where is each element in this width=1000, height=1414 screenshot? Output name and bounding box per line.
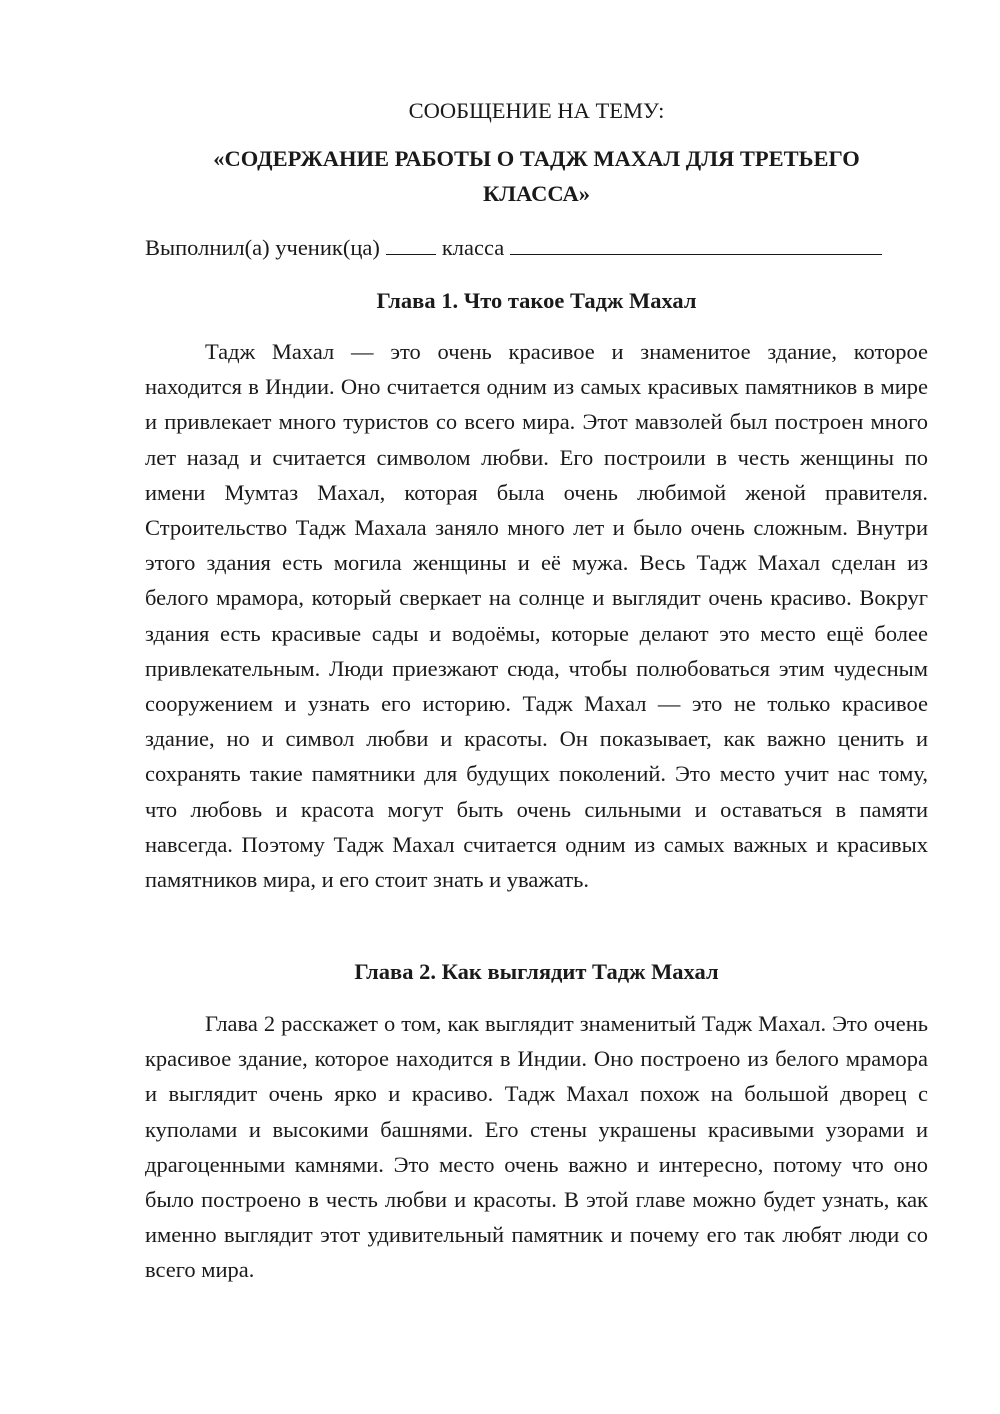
- chapter-2-heading: Глава 2. Как выглядит Тадж Махал: [354, 959, 719, 984]
- chapter-2-paragraph: Глава 2 расскажет о том, как выглядит знаменитый Тадж Махал. Это очень красивое здание, которое находится в Индии. Оно построено из белого мрамора и выглядит очень ярко и красиво. Тадж Махал похож на большой дворец с куполами и высокими башнями. Его стены украшены красивыми узорами и драгоценными камнями. Это место очень важно и интересно, потому что оно было построено в честь любви и красоты. В этой главе можно будет узнать, как именно выглядит этот удивительный памятник и почему его так любят люди со всего мира.: [145, 1011, 928, 1283]
- grade-blank-field: [386, 232, 436, 255]
- class-label: класса: [441, 235, 505, 260]
- chapter-1-paragraph: Тадж Махал — это очень красивое и знаменитое здание, которое находится в Индии. Оно считается одним из самых красивых памятников в мире и привлекает много туристов со всего мира. Этот мавзолей был построен много лет назад и считается символом любви. Его построили в честь женщины по имени Мумтаз Махал, которая была очень любимой женой правителя. Строительство Тадж Махала заняло много лет и было очень сложным. Внутри этого здания есть могила женщины и её мужа. Весь Тадж Махал сделан из белого мрамора, который сверкает на солнце и выглядит очень красиво. Вокруг здания есть красивые сады и водоёмы, которые делают это место ещё более привлекательным. Люди приезжают сюда, чтобы полюбоваться этим чудесным сооружением и узнать его историю. Тадж Махал — это не только красивое здание, но и символ любви и красоты. Он показывает, как важно ценить и сохранять такие памятники для будущих поколений. Это место учит нас тому, что любовь и красота могут быть очень сильными и оставаться в памяти навсегда. Поэтому Тадж Махал считается одним из самых важных и красивых памятников мира, и его стоит знать и уважать.: [145, 339, 928, 893]
- student-name-blank-field: [510, 232, 882, 255]
- author-line: [145, 231, 928, 265]
- author-label: Выполнил(а) ученик(ца): [145, 235, 380, 260]
- document-title: «СОДЕРЖАНИЕ РАБОТЫ О ТАДЖ МАХАЛ ДЛЯ ТРЕТЬЕГО КЛАССА»: [213, 146, 860, 206]
- document-type-heading: СООБЩЕНИЕ НА ТЕМУ:: [408, 98, 665, 123]
- chapter-1-heading: Глава 1. Что такое Тадж Махал: [376, 288, 697, 313]
